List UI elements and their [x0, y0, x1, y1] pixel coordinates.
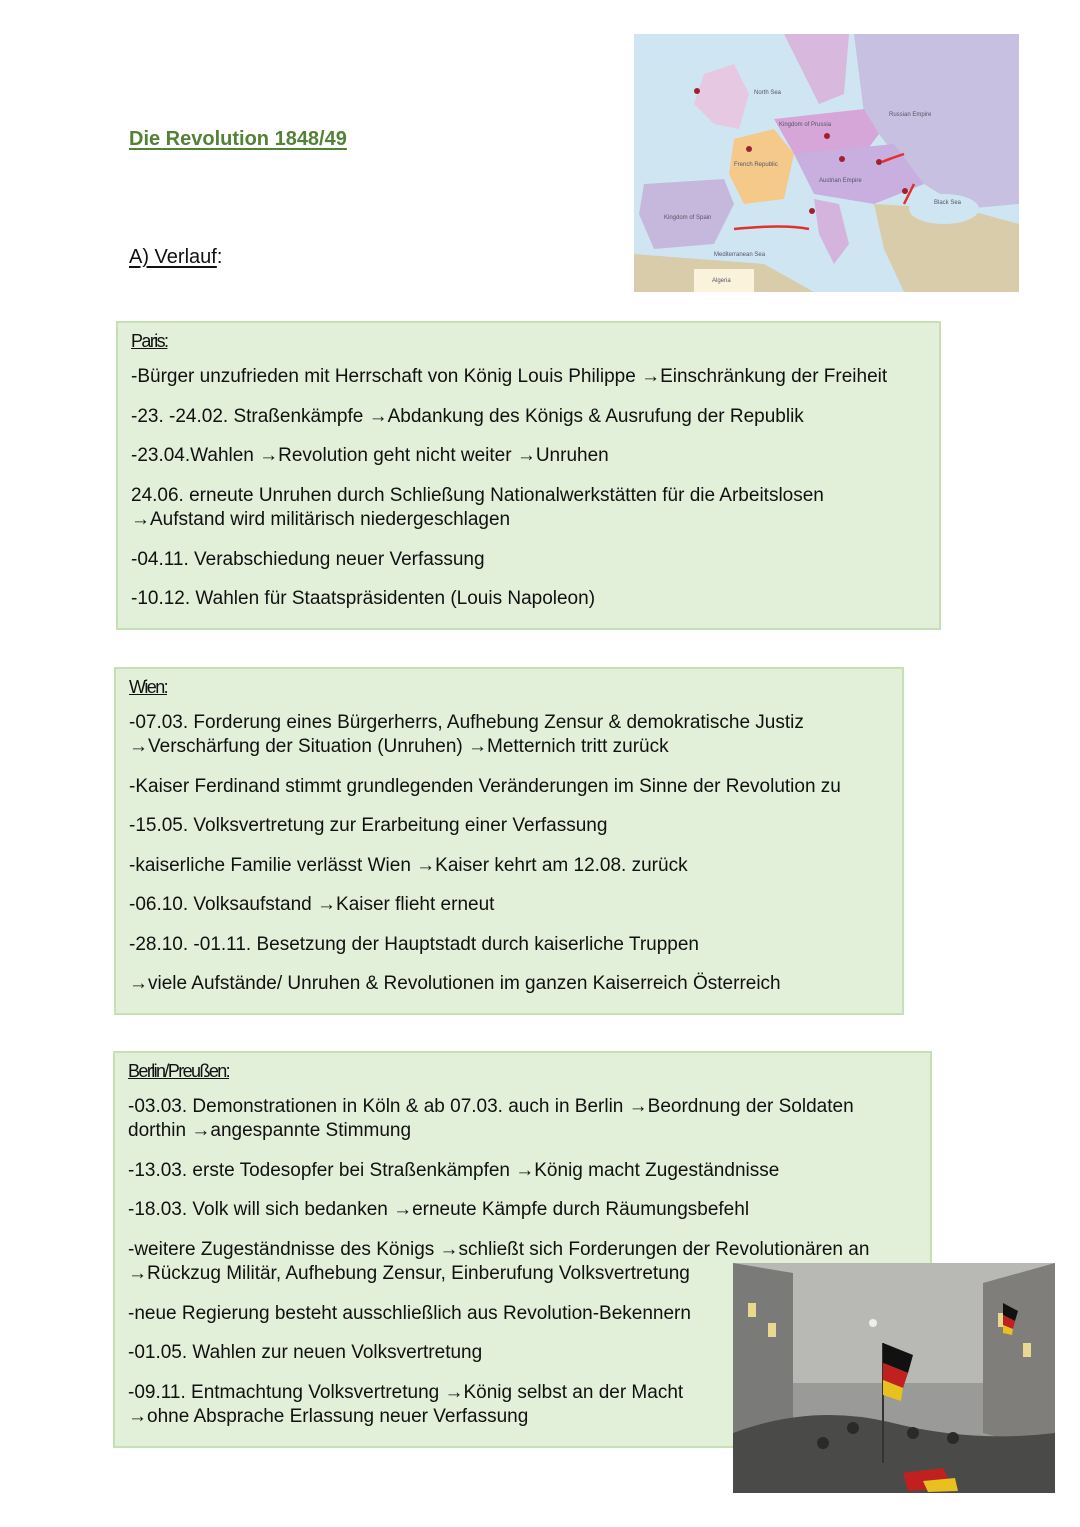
section-label: A) Verlauf — [129, 246, 217, 268]
map-label: Kingdom of Prussia — [779, 122, 832, 128]
list-item: -kaiserliche Familie verlässt Wien →Kaiser kehrt am 12.08. zurück — [129, 854, 688, 876]
section-colon: : — [216, 246, 223, 268]
list-item: -03.03. Demonstrationen in Köln & ab 07.03. auch in Berlin →Beordnung der Soldaten dorthin →angespannte Stimmung — [128, 1095, 854, 1141]
list-item: -07.03. Forderung eines Bürgerherrs, Aufhebung Zensur & demokratische Justiz →Verschärfung der Situation (Unruhen) →Metternich tritt zurück — [129, 711, 804, 757]
list-item: -23.04.Wahlen →Revolution geht nicht weiter →Unruhen — [131, 445, 609, 466]
map-label: Black Sea — [934, 200, 962, 206]
map-label: Russian Empire — [889, 112, 932, 118]
map-label: North Sea — [754, 90, 782, 96]
barricade-illustration — [733, 1263, 1055, 1493]
list-item: -Bürger unzufrieden mit Herrschaft von König Louis Philippe →Einschränkung der Freiheit — [131, 366, 888, 387]
list-item: -weitere Zugeständnisse des Königs →schließt sich Forderungen der Revolutionären an →Rückzug Militär, Aufhebung Zensur, Einberufung Volksvertretung — [128, 1238, 870, 1284]
map-label: Kingdom of Spain — [664, 215, 712, 221]
list-item: -Kaiser Ferdinand stimmt grundlegenden Veränderungen im Sinne der Revolution zu — [129, 775, 841, 797]
list-item: -15.05. Volksvertretung zur Erarbeitung einer Verfassung — [129, 815, 608, 836]
list-item: -neue Regierung besteht ausschließlich aus Revolution-Bekennern — [128, 1302, 691, 1324]
list-item: -06.10. Volksaufstand →Kaiser flieht erneut — [129, 894, 495, 915]
section-heading — [129, 246, 222, 269]
wien-box — [114, 667, 904, 1015]
map-label: French Republic — [734, 162, 778, 168]
list-item: -10.12. Wahlen für Staatspräsidenten (Louis Napoleon) — [131, 588, 596, 609]
box-heading: Wien: — [129, 676, 168, 697]
box-heading: Paris: — [131, 331, 168, 351]
map-label: Austrian Empire — [819, 178, 862, 184]
map-label: Algeria — [712, 278, 731, 284]
list-item: -28.10. -01.11. Besetzung der Hauptstadt durch kaiserliche Truppen — [129, 933, 699, 955]
list-item: -01.05. Wahlen zur neuen Volksvertretung — [128, 1342, 483, 1363]
list-item: -13.03. erste Todesopfer bei Straßenkämpfen →König macht Zugeständnisse — [128, 1159, 780, 1181]
europe-1848-map — [634, 34, 1019, 292]
list-item: →viele Aufstände/ Unruhen & Revolutionen im ganzen Kaiserreich Österreich — [129, 973, 781, 994]
box-heading: Berlin/Preußen: — [128, 1060, 230, 1081]
list-item: -09.11. Entmachtung Volksvertretung →König selbst an der Macht →ohne Absprache Erlassung neuer Verfassung — [128, 1381, 684, 1427]
list-item: -18.03. Volk will sich bedanken →erneute Kämpfe durch Räumungsbefehl — [128, 1199, 750, 1220]
page-title: Die Revolution 1848/49 — [129, 128, 347, 150]
map-label: Mediterranean Sea — [714, 252, 766, 258]
list-item: -23. -24.02. Straßenkämpfe →Abdankung des Königs & Ausrufung der Republik — [131, 405, 804, 427]
list-item: 24.06. erneute Unruhen durch Schließung Nationalwerkstätten für die Arbeitslosen →Aufstand wird militärisch niedergeschlagen — [131, 484, 824, 530]
list-item: -04.11. Verabschiedung neuer Verfassung — [131, 548, 485, 570]
paris-box — [116, 321, 941, 630]
